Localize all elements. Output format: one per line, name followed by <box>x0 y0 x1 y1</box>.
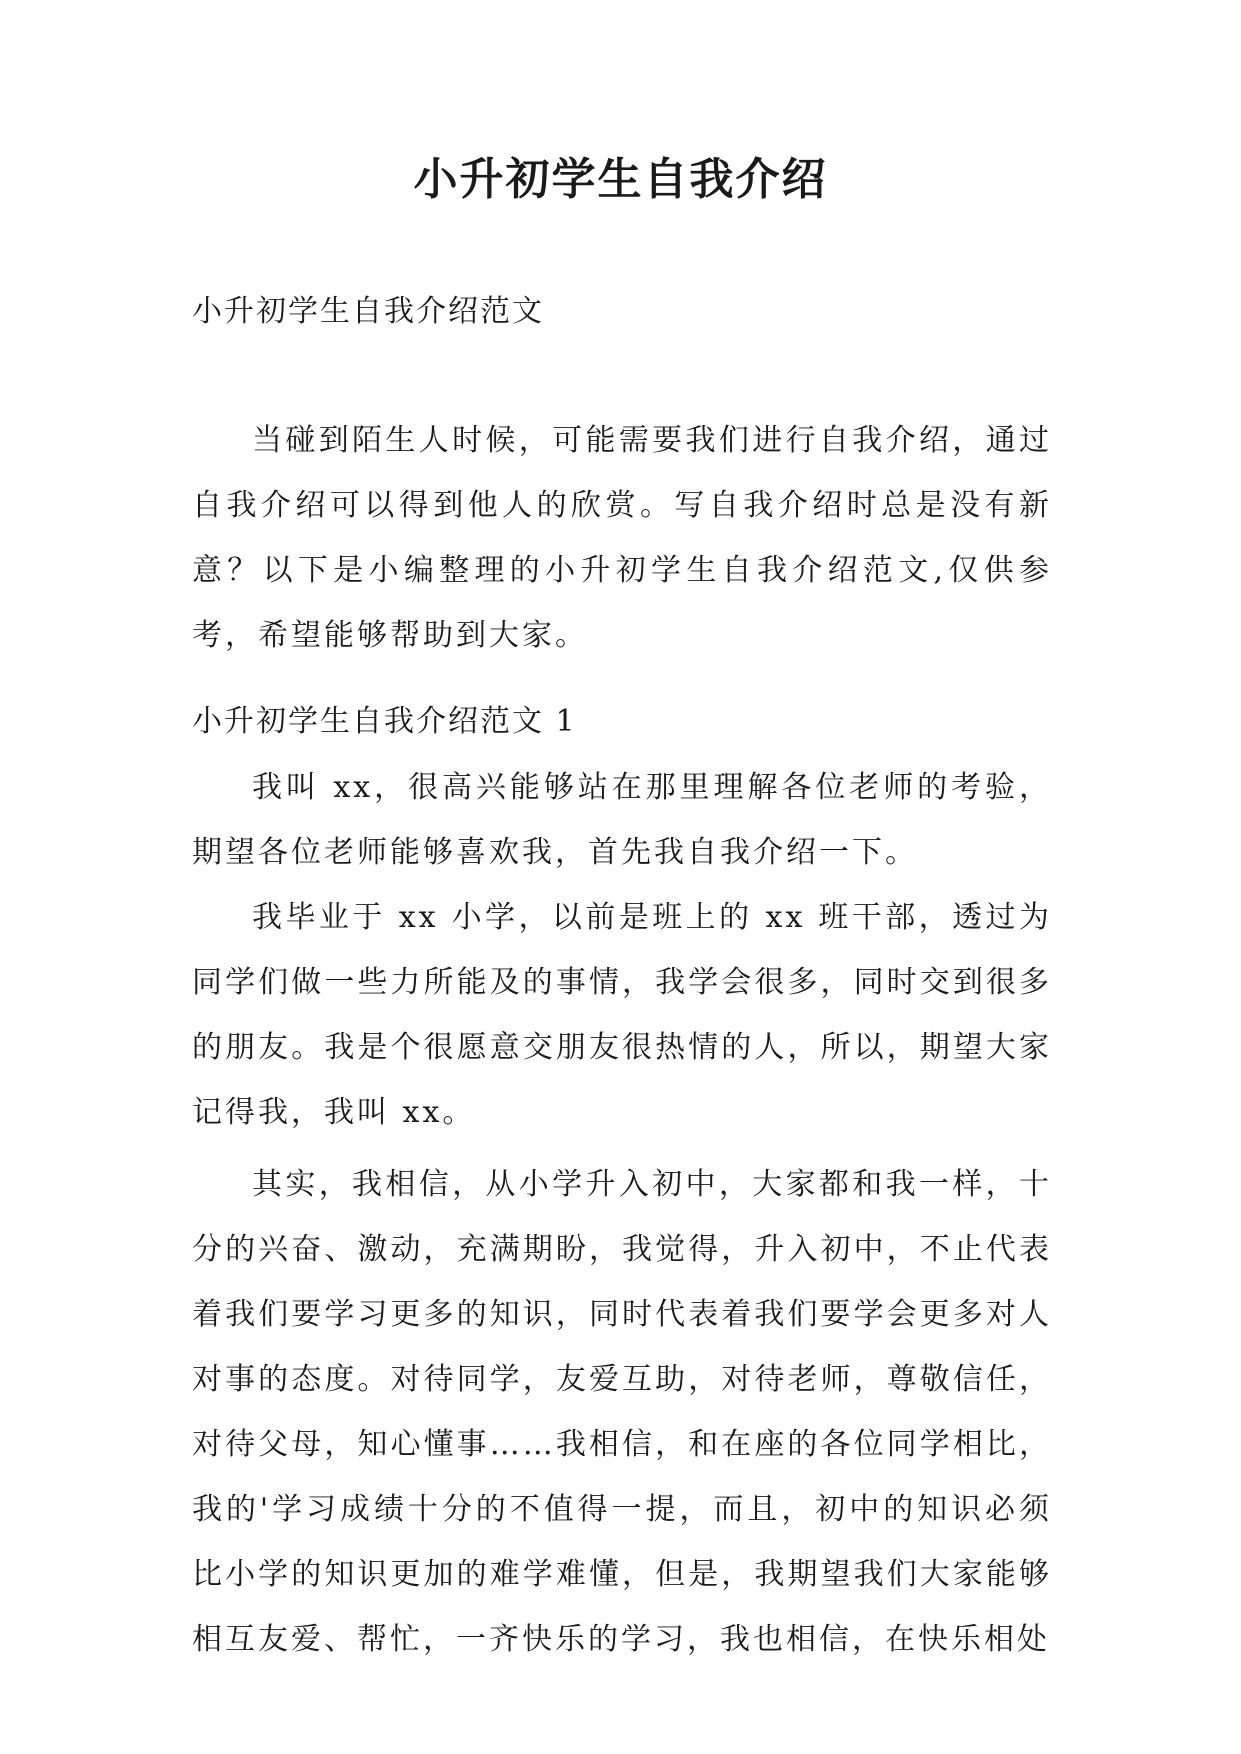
document-subtitle: 小升初学生自我介绍范文 <box>192 294 544 329</box>
document-title: 小升初学生自我介绍 <box>413 154 828 205</box>
section-heading: 小升初学生自我介绍范文 1 <box>192 704 577 739</box>
essay-body <box>192 755 1052 1672</box>
intro-paragraph: 当碰到陌生人时候，可能需要我们进行自我介绍，通过自我介绍可以得到他人的欣赏。写自我介绍时总是没有新意？以下是小编整理的小升初学生自我介绍范文,仅供参考，希望能够帮助到大家。 <box>192 423 1052 653</box>
essay-paragraph: 其实，我相信，从小学升入初中，大家都和我一样，十分的兴奋、激动，充满期盼，我觉得，升入初中，不止代表着我们要学习更多的知识，同时代表着我们要学会更多对人对事的态度。对待同学，友爱互助，对待老师，尊敬信任，对待父母，知心懂事……我相信，和在座的各位同学相比，我的'学习成绩十分的不值得一提，而且，初中的知识必须比小学的知识更加的难学难懂，但是，我期望我们大家能够相互友爱、帮忙，一齐快乐的学习，我也相信，在快乐相处 <box>192 1167 1052 1657</box>
essay-paragraph: 我叫 xx，很高兴能够站在那里理解各位老师的考验，期望各位老师能够喜欢我，首先我自我介绍一下。 <box>192 770 1052 870</box>
essay-paragraph: 我毕业于 xx 小学，以前是班上的 xx 班干部，透过为同学们做一些力所能及的事情，我学会很多，同时交到很多的朋友。我是个很愿意交朋友很热情的人，所以，期望大家记得我，我叫 xx。 <box>192 900 1052 1130</box>
intro-block <box>192 408 1052 668</box>
